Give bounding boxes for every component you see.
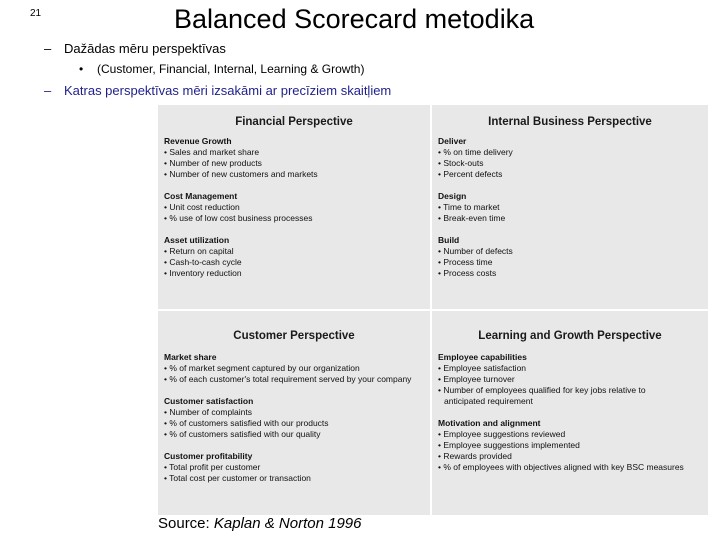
measure-item: • % on time delivery bbox=[438, 147, 513, 157]
measure-item: • Stock-outs bbox=[438, 158, 484, 168]
section-heading: Customer profitability bbox=[164, 451, 253, 461]
quadrant-title: Financial Perspective bbox=[235, 116, 353, 128]
source-citation bbox=[158, 515, 361, 532]
bullet-measures bbox=[44, 83, 391, 98]
measure-item: • Number of new customers and markets bbox=[164, 169, 318, 179]
measure-item: • Time to market bbox=[438, 202, 500, 212]
bullet-perspectives bbox=[44, 41, 226, 56]
section-gap bbox=[164, 440, 411, 451]
measure-item: • Break-even time bbox=[438, 213, 506, 223]
measure-item: • % use of low cost business processes bbox=[164, 213, 313, 223]
section-heading: Market share bbox=[164, 352, 217, 362]
measure-item: • Return on capital bbox=[164, 246, 234, 256]
section-heading: Asset utilization bbox=[164, 235, 230, 245]
quadrant-body bbox=[438, 352, 684, 473]
measure-item: • Percent defects bbox=[438, 169, 503, 179]
section-heading: Revenue Growth bbox=[164, 136, 232, 146]
measure-item: anticipated requirement bbox=[444, 396, 533, 406]
dash-marker: – bbox=[44, 83, 52, 98]
measure-item: • % of market segment captured by our organization bbox=[164, 363, 360, 373]
section-gap bbox=[438, 180, 513, 191]
measure-item: • Total profit per customer bbox=[164, 462, 261, 472]
measure-item: • % of customers satisfied with our products bbox=[164, 418, 329, 428]
sub-bullet-text: (Customer, Financial, Internal, Learning & Growth) bbox=[97, 62, 365, 76]
learning-quadrant bbox=[432, 311, 708, 515]
measure-item: • Rewards provided bbox=[438, 451, 512, 461]
measure-item: • Sales and market share bbox=[164, 147, 260, 157]
quadrant-title: Learning and Growth Perspective bbox=[478, 330, 662, 342]
section-heading: Deliver bbox=[438, 136, 467, 146]
dash-marker: – bbox=[44, 41, 52, 56]
section-gap bbox=[164, 180, 318, 191]
measure-item: • Inventory reduction bbox=[164, 268, 242, 278]
quadrant-title: Internal Business Perspective bbox=[488, 116, 652, 128]
bullet-perspectives-text: Dažādas mēru perspektīvas bbox=[64, 41, 226, 56]
bullet-measures-text: Katras perspektīvas mēri izsakāmi ar precīziem skaitļiem bbox=[64, 83, 392, 98]
measure-item: • Number of new products bbox=[164, 158, 262, 168]
section-heading: Employee capabilities bbox=[438, 352, 527, 362]
measure-item: • Process costs bbox=[438, 268, 497, 278]
source-reference: Kaplan & Norton 1996 bbox=[213, 515, 362, 532]
quadrant-body bbox=[164, 136, 318, 279]
customer-quadrant bbox=[158, 311, 430, 515]
measure-item: • Number of defects bbox=[438, 246, 513, 256]
measure-item: • Unit cost reduction bbox=[164, 202, 240, 212]
measure-item: • % of customers satisfied with our quality bbox=[164, 429, 321, 439]
quadrant-title: Customer Perspective bbox=[233, 330, 355, 342]
measure-item: • Process time bbox=[438, 257, 493, 267]
measure-item: • % of each customer's total requirement served by your company bbox=[164, 374, 412, 384]
measure-item: • Cash-to-cash cycle bbox=[164, 257, 242, 267]
section-heading: Cost Management bbox=[164, 191, 238, 201]
internal-quadrant bbox=[432, 105, 708, 309]
dot-marker: • bbox=[79, 62, 84, 76]
scorecard-figure bbox=[158, 105, 708, 515]
section-heading: Motivation and alignment bbox=[438, 418, 541, 428]
measure-item: • % of employees with objectives aligned with key BSC measures bbox=[438, 462, 684, 472]
source-prefix: Source: bbox=[158, 515, 210, 532]
measure-item: • Employee suggestions implemented bbox=[438, 440, 580, 450]
section-gap bbox=[164, 224, 318, 235]
measure-item: • Employee suggestions reviewed bbox=[438, 429, 566, 439]
section-gap bbox=[164, 385, 411, 396]
measure-item: • Number of complaints bbox=[164, 407, 253, 417]
quadrant-body bbox=[438, 136, 513, 279]
section-gap bbox=[438, 224, 513, 235]
slide-number: 21 bbox=[30, 8, 42, 19]
measure-item: • Employee turnover bbox=[438, 374, 515, 384]
slide-title: Balanced Scorecard metodika bbox=[174, 4, 535, 34]
section-heading: Build bbox=[438, 235, 460, 245]
section-heading: Design bbox=[438, 191, 467, 201]
measure-item: • Total cost per customer or transaction bbox=[164, 473, 311, 483]
measure-item: • Employee satisfaction bbox=[438, 363, 527, 373]
financial-quadrant bbox=[158, 105, 430, 309]
section-gap bbox=[438, 407, 684, 418]
quadrant-body bbox=[164, 352, 411, 484]
section-heading: Customer satisfaction bbox=[164, 396, 254, 406]
sub-bullet-perspective-list bbox=[79, 62, 364, 76]
measure-item: • Number of employees qualified for key jobs relative to bbox=[438, 385, 646, 395]
